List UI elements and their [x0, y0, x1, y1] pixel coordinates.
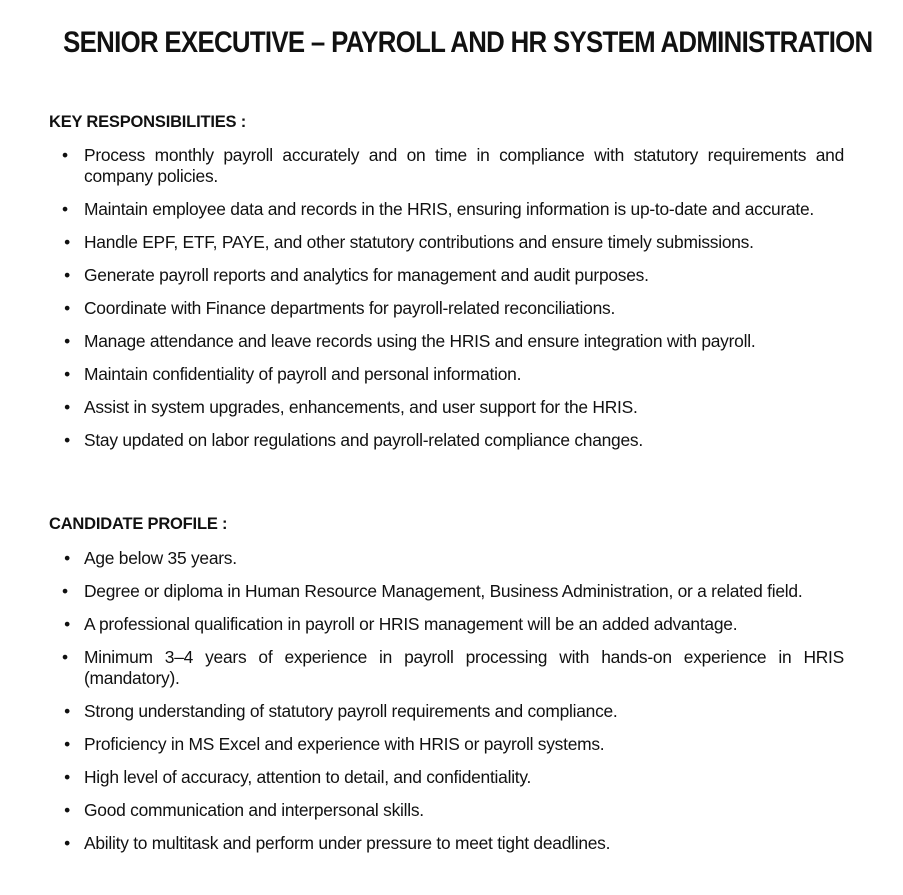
list-item-text: Proficiency in MS Excel and experience with HRIS or payroll systems.	[84, 734, 605, 754]
list-item	[0, 199, 844, 220]
bullet-icon: •	[62, 581, 68, 601]
bullet-icon: •	[62, 647, 68, 667]
list-item	[0, 767, 844, 788]
list-item	[0, 833, 844, 854]
list-item	[0, 430, 844, 451]
candidate-profile-heading: CANDIDATE PROFILE :	[49, 515, 228, 533]
list-item-text: High level of accuracy, attention to detail, and confidentiality.	[84, 767, 532, 787]
bullet-icon: •	[64, 833, 70, 853]
list-item	[0, 647, 844, 689]
list-item-text: Ability to multitask and perform under pressure to meet tight deadlines.	[84, 833, 611, 853]
list-item-text: Maintain confidentiality of payroll and personal information.	[84, 364, 522, 384]
key-responsibilities-heading: KEY RESPONSIBILITIES :	[49, 113, 246, 131]
list-item-text: Maintain employee data and records in the HRIS, ensuring information is up-to-date and accurate.	[84, 199, 815, 219]
list-item-text: Degree or diploma in Human Resource Management, Business Administration, or a related field.	[84, 581, 803, 601]
bullet-icon: •	[64, 397, 70, 417]
bullet-icon: •	[62, 145, 68, 165]
bullet-icon: •	[64, 614, 70, 634]
list-item-text: Age below 35 years.	[84, 548, 237, 568]
list-item-text: Coordinate with Finance departments for payroll-related reconciliations.	[84, 298, 616, 318]
bullet-icon: •	[64, 298, 70, 318]
bullet-icon: •	[64, 548, 70, 568]
list-item	[0, 145, 844, 187]
bullet-icon: •	[64, 767, 70, 787]
bullet-icon: •	[64, 701, 70, 721]
list-item-text: Stay updated on labor regulations and payroll-related compliance changes.	[84, 430, 643, 450]
page-title: SENIOR EXECUTIVE – PAYROLL AND HR SYSTEM ADMINISTRATION	[63, 26, 873, 59]
list-item-text: Assist in system upgrades, enhancements, and user support for the HRIS.	[84, 397, 638, 417]
bullet-icon: •	[64, 265, 70, 285]
bullet-icon: •	[64, 331, 70, 351]
list-item	[0, 614, 844, 635]
list-item	[0, 364, 844, 385]
list-item-text: Handle EPF, ETF, PAYE, and other statutory contributions and ensure timely submissions.	[84, 232, 754, 252]
list-item-text: Good communication and interpersonal skills.	[84, 800, 424, 820]
list-item	[0, 232, 844, 253]
list-item-text: Strong understanding of statutory payroll requirements and compliance.	[84, 701, 618, 721]
list-item	[0, 734, 844, 755]
candidate-profile-list	[0, 548, 903, 866]
bullet-icon: •	[64, 734, 70, 754]
list-item	[0, 701, 844, 722]
list-item	[0, 581, 844, 602]
bullet-icon: •	[64, 364, 70, 384]
list-item	[0, 265, 844, 286]
list-item	[0, 298, 844, 319]
list-item-text: Minimum 3–4 years of experience in payroll processing with hands-on experience in HRIS (mandatory).	[84, 647, 844, 688]
list-item-text: Generate payroll reports and analytics for management and audit purposes.	[84, 265, 649, 285]
list-item-text: A professional qualification in payroll or HRIS management will be an added advantage.	[84, 614, 738, 634]
bullet-icon: •	[64, 800, 70, 820]
bullet-icon: •	[64, 232, 70, 252]
list-item-text: Manage attendance and leave records using the HRIS and ensure integration with payroll.	[84, 331, 756, 351]
bullet-icon: •	[62, 199, 68, 219]
bullet-icon: •	[64, 430, 70, 450]
list-item	[0, 397, 844, 418]
list-item	[0, 331, 844, 352]
list-item-text: Process monthly payroll accurately and on time in compliance with statutory requirements and company policies.	[84, 145, 844, 186]
key-responsibilities-list	[0, 145, 903, 463]
list-item	[0, 800, 844, 821]
list-item	[0, 548, 844, 569]
